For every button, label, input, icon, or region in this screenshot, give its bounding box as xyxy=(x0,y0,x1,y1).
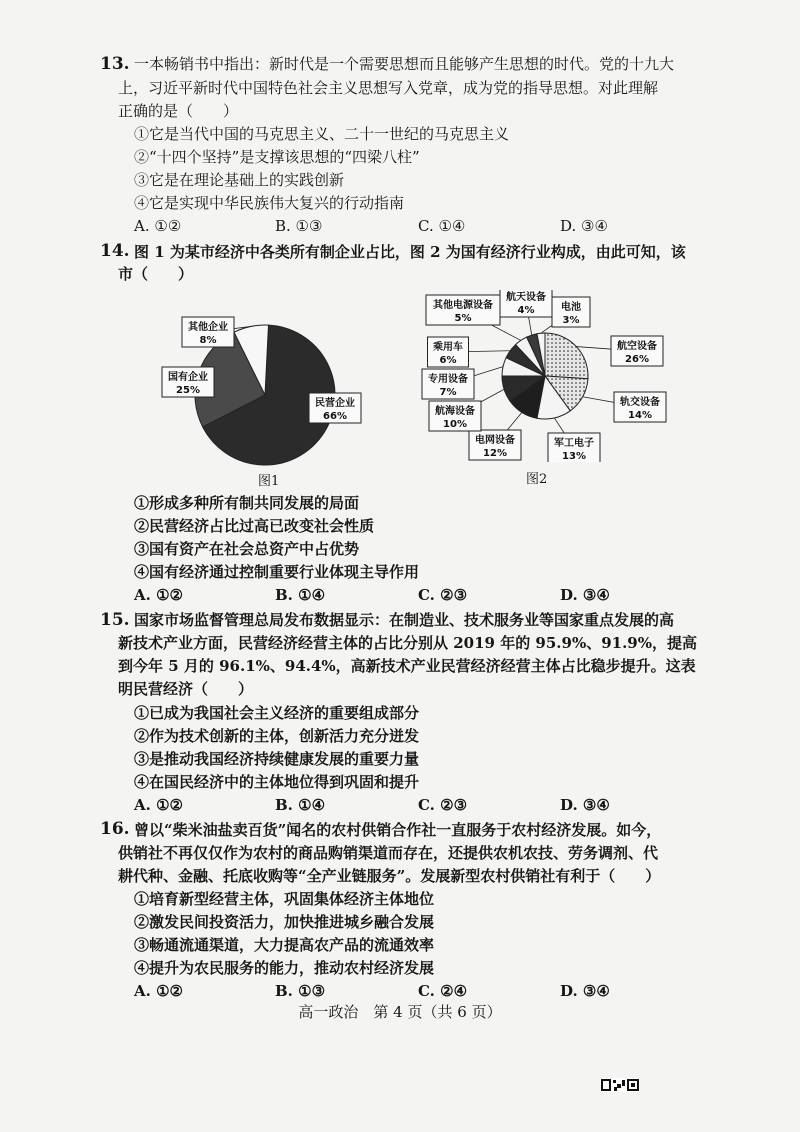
pie-label: 专用设备 xyxy=(428,374,468,385)
question-number: 14. xyxy=(100,241,130,261)
pie-label: 12% xyxy=(483,448,507,459)
statement-4: ④它是实现中华民族伟大复兴的行动指南 xyxy=(134,194,405,212)
pie-label: 3% xyxy=(562,315,580,326)
option-a[interactable]: A. ①② xyxy=(134,796,183,814)
statement-1: ①形成多种所有制共同发展的局面 xyxy=(134,494,360,512)
question-text-line: 正确的是（ ） xyxy=(118,102,239,120)
pie-label: 8% xyxy=(199,335,217,346)
pie-slice-1 xyxy=(545,333,588,379)
pie-label: 乘用车 xyxy=(433,342,463,353)
statement-4: ④提升为农民服务的能力，推动农村经济发展 xyxy=(134,959,435,977)
statement-3: ③是推动我国经济持续健康发展的重要力量 xyxy=(134,750,420,768)
pie-label: 电池 xyxy=(561,302,581,313)
pie-label: 13% xyxy=(562,451,586,462)
option-d[interactable]: D. ③④ xyxy=(560,586,610,604)
question-text-line: 国家市场监督管理总局发布数据显示：在制造业、技术服务业等国家重点发展的高 xyxy=(134,611,675,629)
option-a[interactable]: A. ①② xyxy=(134,217,182,235)
option-c[interactable]: C. ②③ xyxy=(418,796,468,814)
chart-2-caption: 图2 xyxy=(526,472,548,487)
option-b[interactable]: B. ①④ xyxy=(275,586,326,604)
qr-code-icon xyxy=(600,1078,640,1092)
statement-3: ③它是在理论基础上的实践创新 xyxy=(134,171,345,189)
pie-label: 其他电源设备 xyxy=(433,300,493,311)
question-text-line: 供销社不再仅仅作为农村的商品购销渠道而存在，还提供农机农技、劳务调剂、代 xyxy=(118,844,659,862)
pie-label: 5% xyxy=(454,313,472,324)
question-text-line: 到今年 5 月的 96.1%、94.4%，高新技术产业民营经济经营主体占比稳步提升。这表 xyxy=(118,657,696,675)
statement-1: ①已成为我国社会主义经济的重要组成部分 xyxy=(134,704,420,722)
question-text-line: 图 1 为某市经济中各类所有制企业占比，图 2 为国有经济行业构成，由此可知，该 xyxy=(134,243,686,261)
statement-2: ②激发民间投资活力，加快推进城乡融合发展 xyxy=(134,913,435,931)
option-c[interactable]: C. ②④ xyxy=(418,982,468,1000)
pie-label: 其他企业 xyxy=(188,322,228,333)
pie-label: 14% xyxy=(628,410,652,421)
question-text-line: 上，习近平新时代中国特色社会主义思想写入党章，成为党的指导思想。对此理解 xyxy=(118,79,659,97)
pie-label: 军工电子 xyxy=(554,438,594,449)
question-text-line: 明民营经济（ ） xyxy=(118,680,254,698)
question-number: 13. xyxy=(100,54,130,74)
question-text-line: 新技术产业方面，民营经济经营主体的占比分别从 2019 年的 95.9%、91.9%，提高 xyxy=(118,634,697,652)
statement-2: ②“十四个坚持”是支撑该思想的“四梁八柱” xyxy=(134,148,420,166)
question-text-line: 耕代种、金融、托底收购等“全产业链服务”。发展新型农村供销社有利于（ ） xyxy=(118,867,661,885)
statement-1: ①它是当代中国的马克思主义、二十一世纪的马克思主义 xyxy=(134,125,510,143)
pie-chart-1 xyxy=(150,300,390,470)
option-a[interactable]: A. ①② xyxy=(134,586,183,604)
option-a[interactable]: A. ①② xyxy=(134,982,183,1000)
statement-3: ③畅通流通渠道，大力提高农产品的流通效率 xyxy=(134,936,435,954)
page-footer: 高一政治 第 4 页（共 6 页） xyxy=(298,1003,502,1021)
question-number: 15. xyxy=(100,610,130,630)
statement-2: ②作为技术创新的主体，创新活力充分迸发 xyxy=(134,727,420,745)
option-d[interactable]: D. ③④ xyxy=(560,217,608,235)
statement-4: ④国有经济通过控制重要行业体现主导作用 xyxy=(134,563,420,581)
option-b[interactable]: B. ①③ xyxy=(275,982,326,1000)
question-text-line: 曾以“柴米油盐卖百货”闻名的农村供销合作社一直服务于农村经济发展。如今， xyxy=(134,821,662,839)
pie-label: 66% xyxy=(323,411,347,422)
option-c[interactable]: C. ②③ xyxy=(418,586,468,604)
statement-1: ①培育新型经营主体，巩固集体经济主体地位 xyxy=(134,890,435,908)
pie-label: 电网设备 xyxy=(475,435,515,446)
statement-2: ②民营经济占比过高已改变社会性质 xyxy=(134,517,375,535)
pie-label: 26% xyxy=(625,354,649,365)
pie-label: 国有企业 xyxy=(168,372,208,383)
pie-label: 10% xyxy=(443,419,467,430)
pie-label: 6% xyxy=(439,355,457,366)
pie-label: 轨交设备 xyxy=(620,397,660,408)
chart-1-caption: 图1 xyxy=(258,474,280,489)
pie-label: 4% xyxy=(517,305,535,316)
pie-label: 民营企业 xyxy=(315,398,355,409)
question-text-line: 一本畅销书中指出：新时代是一个需要思想而且能够产生思想的时代。党的十九大 xyxy=(134,55,675,73)
pie-label: 航天设备 xyxy=(506,292,546,303)
pie-label: 25% xyxy=(176,385,200,396)
option-b[interactable]: B. ①③ xyxy=(275,217,323,235)
option-d[interactable]: D. ③④ xyxy=(560,982,610,1000)
option-c[interactable]: C. ①④ xyxy=(418,217,466,235)
question-number: 16. xyxy=(100,819,130,839)
pie-label: 航海设备 xyxy=(435,406,475,417)
pie-label: 航空设备 xyxy=(617,341,657,352)
option-d[interactable]: D. ③④ xyxy=(560,796,610,814)
statement-3: ③国有资产在社会总资产中占优势 xyxy=(134,540,360,558)
statement-4: ④在国民经济中的主体地位得到巩固和提升 xyxy=(134,773,420,791)
pie-label: 7% xyxy=(439,387,457,398)
pie-chart-2 xyxy=(415,290,675,462)
option-b[interactable]: B. ①④ xyxy=(275,796,326,814)
question-text-line: 市（ ） xyxy=(118,265,194,283)
